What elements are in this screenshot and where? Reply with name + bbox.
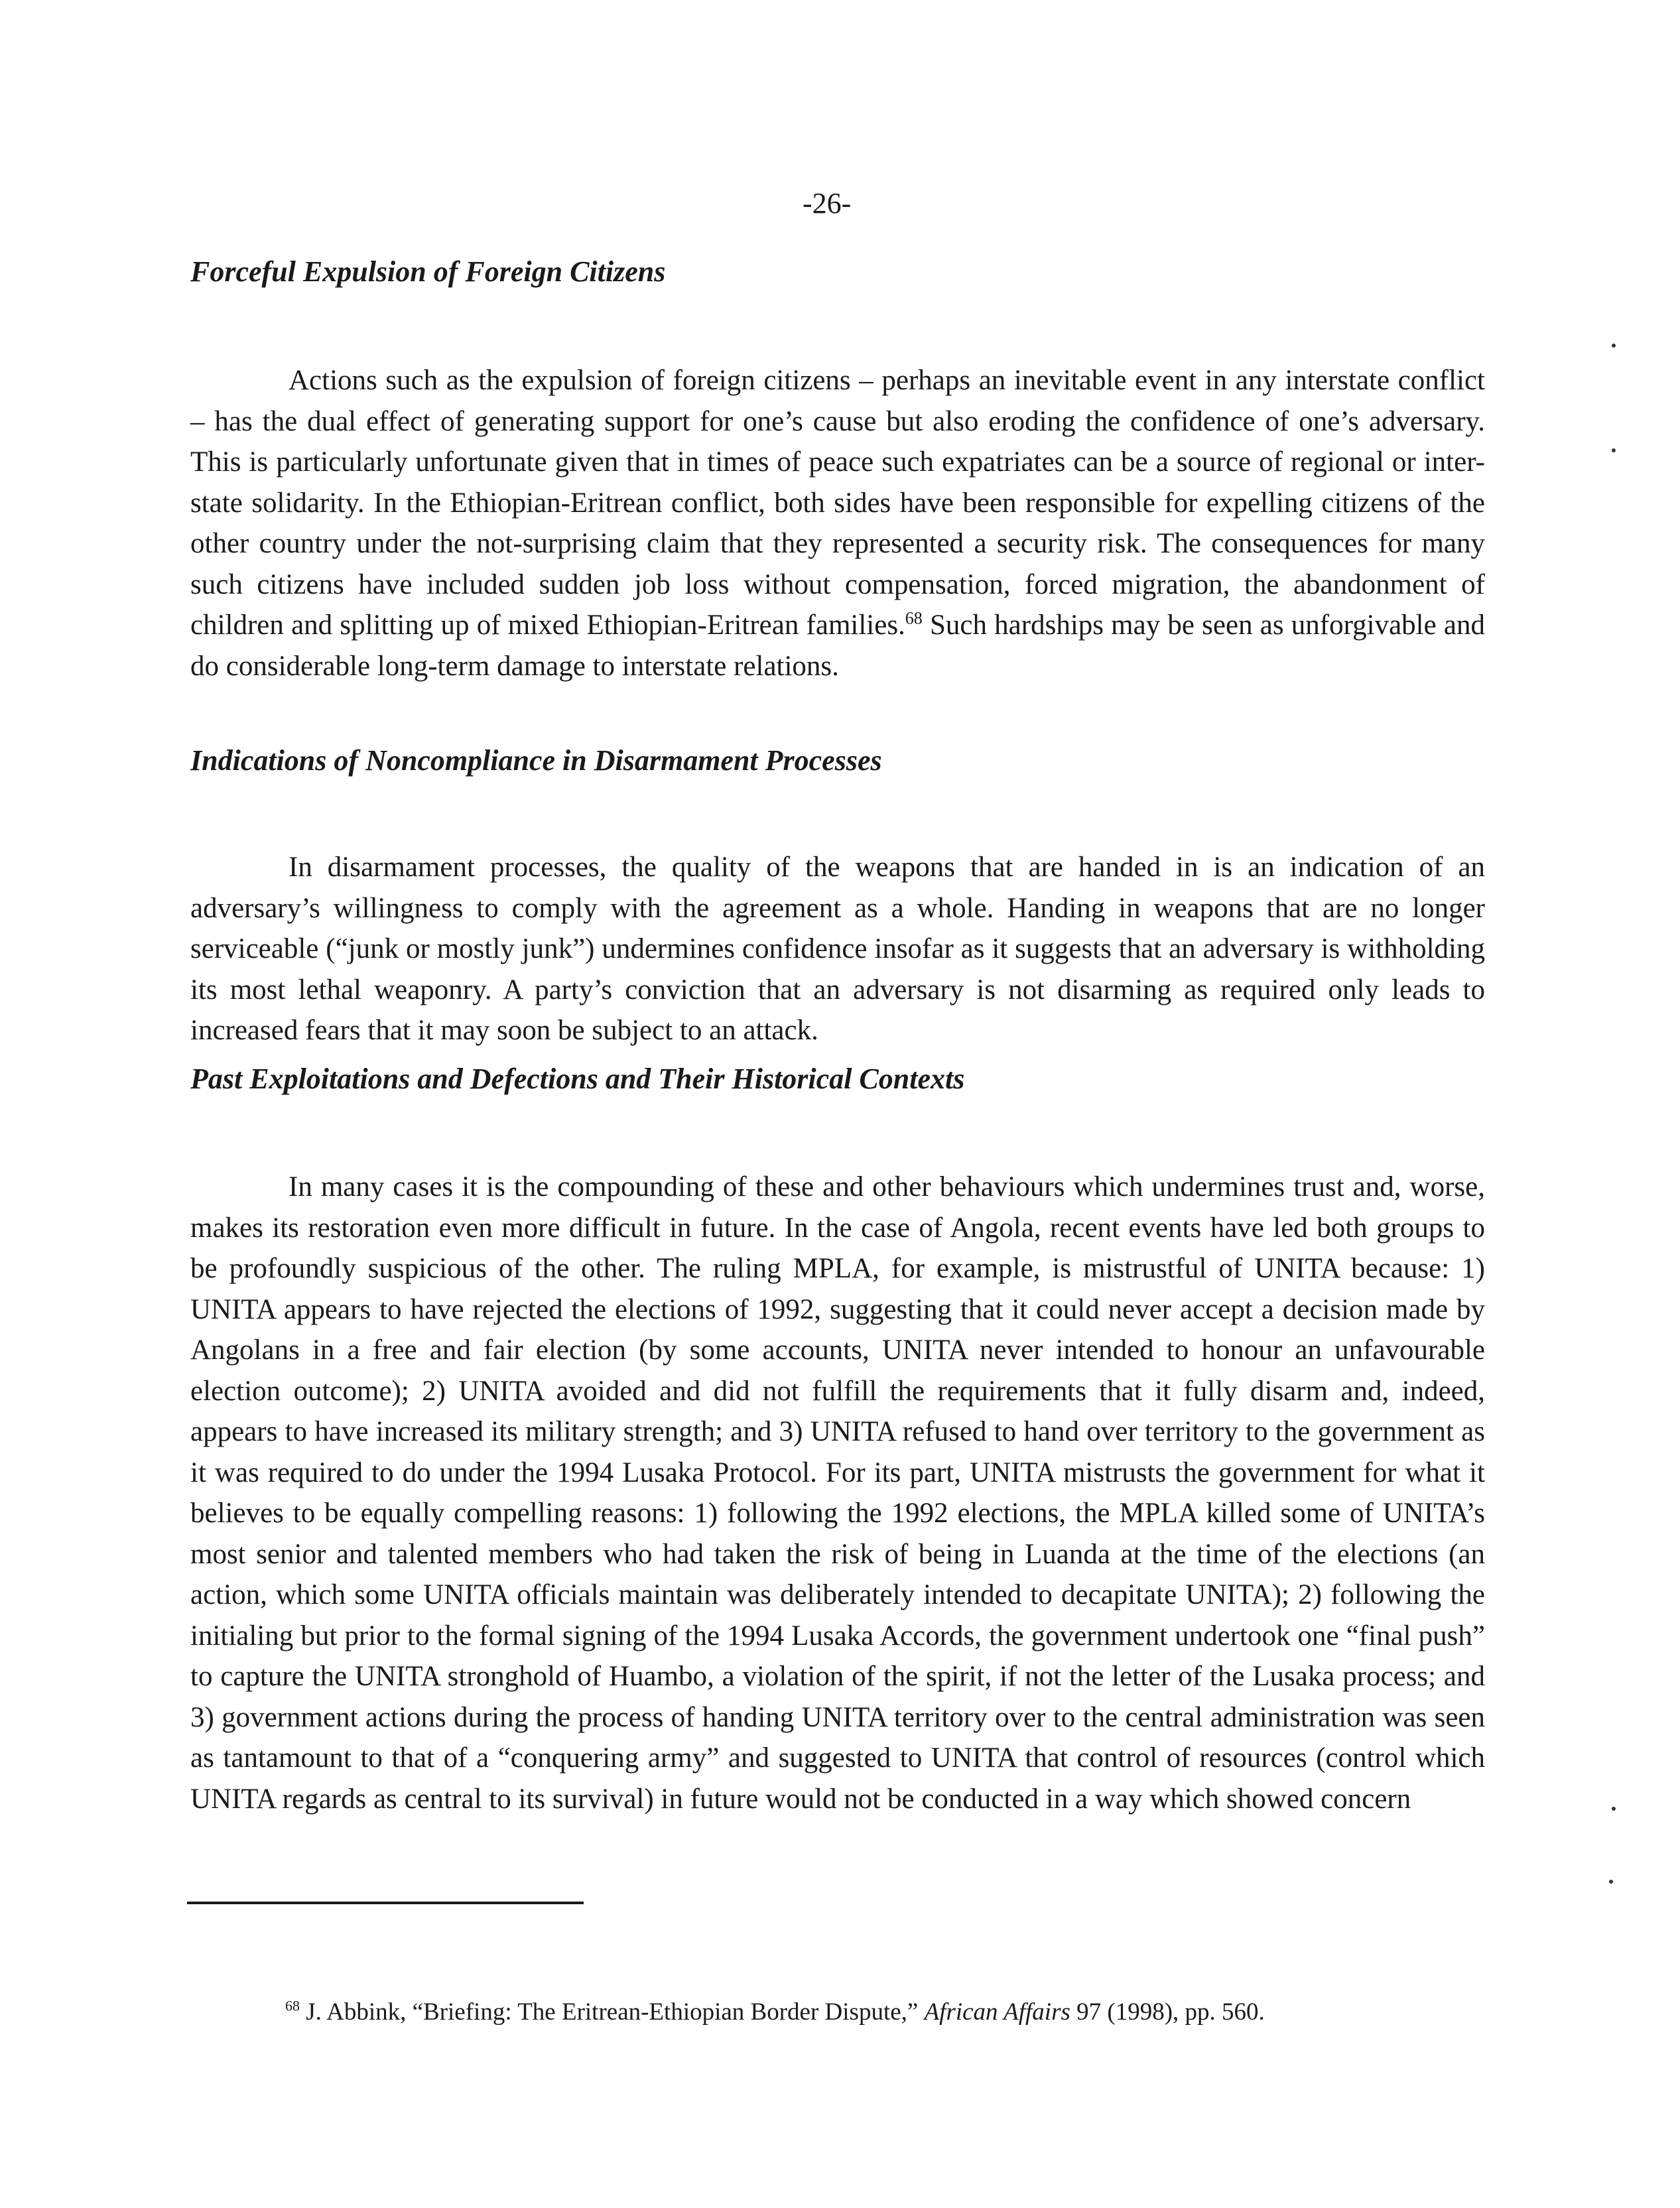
scan-speck [1609,1880,1613,1884]
paragraph-text-continued: Such hardships may be seen as unforgivable and do considerable long-term damage to interstate relations. [190,610,1485,682]
footnote-journal-title: African Affairs [924,1998,1070,2026]
section-noncompliance-disarmament [190,744,1485,1051]
body-paragraph: In many cases it is the compounding of these and other behaviours which undermines trust and, worse, makes its restoration even more difficult in future. In the case of Angola, recent events have led both groups to be profoundly suspicious of the other. The ruling MPLA, for example, is mistrustful of UNITA because: 1) UNITA appears to have rejected the elections of 1992, suggesting that it could never accept a decision made by Angolans in a free and fair election (by some accounts, UNITA never intended to honour an unfavourable election outcome); 2) UNITA avoided and did not fulfill the requirements that it fully disarm and, indeed, appears to have increased its military strength; and 3) UNITA refused to hand over territory to the government as it was required to do under the 1994 Lusaka Protocol. For its part, UNITA mistrusts the government for what it believes to be equally compelling reasons: 1) following the 1992 elections, the MPLA killed some of UNITA’s most senior and talented members who had taken the risk of being in Luanda at the time of the elections (an action, which some UNITA officials maintain was deliberately intended to decapitate UNITA); 2) following the initialing but prior to the formal signing of the 1994 Lusaka Accords, the government undertook one “final push” to capture the UNITA stronghold of Huambo, a violation of the spirit, if not the letter of the Lusaka process; and 3) government actions during the process of handing UNITA territory over to the central administration was seen as tantamount to that of a “conquering army” and suggested to UNITA that control of resources (control which UNITA regards as central to its survival) in future would not be conducted in a way which showed concern [190,1171,1485,1815]
footnote-reference: 68 [905,608,923,628]
scan-speck [1612,448,1616,452]
footnote [285,1998,1265,2027]
section-heading: Past Exploitations and Defections and Their Historical Contexts [190,1063,965,1095]
page-number: -26- [803,187,852,220]
footnote-separator [187,1902,584,1904]
footnote-text-end: 97 (1998), pp. 560. [1070,1998,1265,2026]
section-forceful-expulsion [190,255,1485,686]
paragraph-text: Actions such as the expulsion of foreign citizens – perhaps an inevitable event in any interstate conflict – has the dual effect of generating support for one’s cause but also eroding the confidence of one’s adversary. This is particularly unfortunate given that in times of peace such expatriates can be a source of regional or inter-state solidarity. In the Ethiopian-Eritrean conflict, both sides have been responsible for expelling citizens of the other country under the not-surprising claim that they represented a security risk. The consequences for many such citizens have included sudden job loss without compensation, forced migration, the abandonment of children and splitting up of mixed Ethiopian-Eritrean families. [190,365,1485,641]
section-heading: Indications of Noncompliance in Disarmament Processes [190,744,882,777]
footnote-text: J. Abbink, “Briefing: The Eritrean-Ethiopian Border Dispute,” [300,1998,925,2026]
scan-speck [1612,344,1616,348]
footnote-number: 68 [285,1997,300,2014]
scan-speck [1612,1807,1616,1811]
section-past-exploitations [190,1063,1485,1819]
body-paragraph [190,360,1485,686]
body-paragraph: In disarmament processes, the quality of the weapons that are handed in is an indication of an adversary’s willingness to comply with the agreement as a whole. Handing in weapons that are no longer serviceable (“junk or mostly junk”) undermines confidence insofar as it suggests that an adversary is withholding its most lethal weaponry. A party’s conviction that an adversary is not disarming as required only leads to increased fears that it may soon be subject to an attack. [190,852,1485,1046]
section-heading: Forceful Expulsion of Foreign Citizens [190,255,666,288]
